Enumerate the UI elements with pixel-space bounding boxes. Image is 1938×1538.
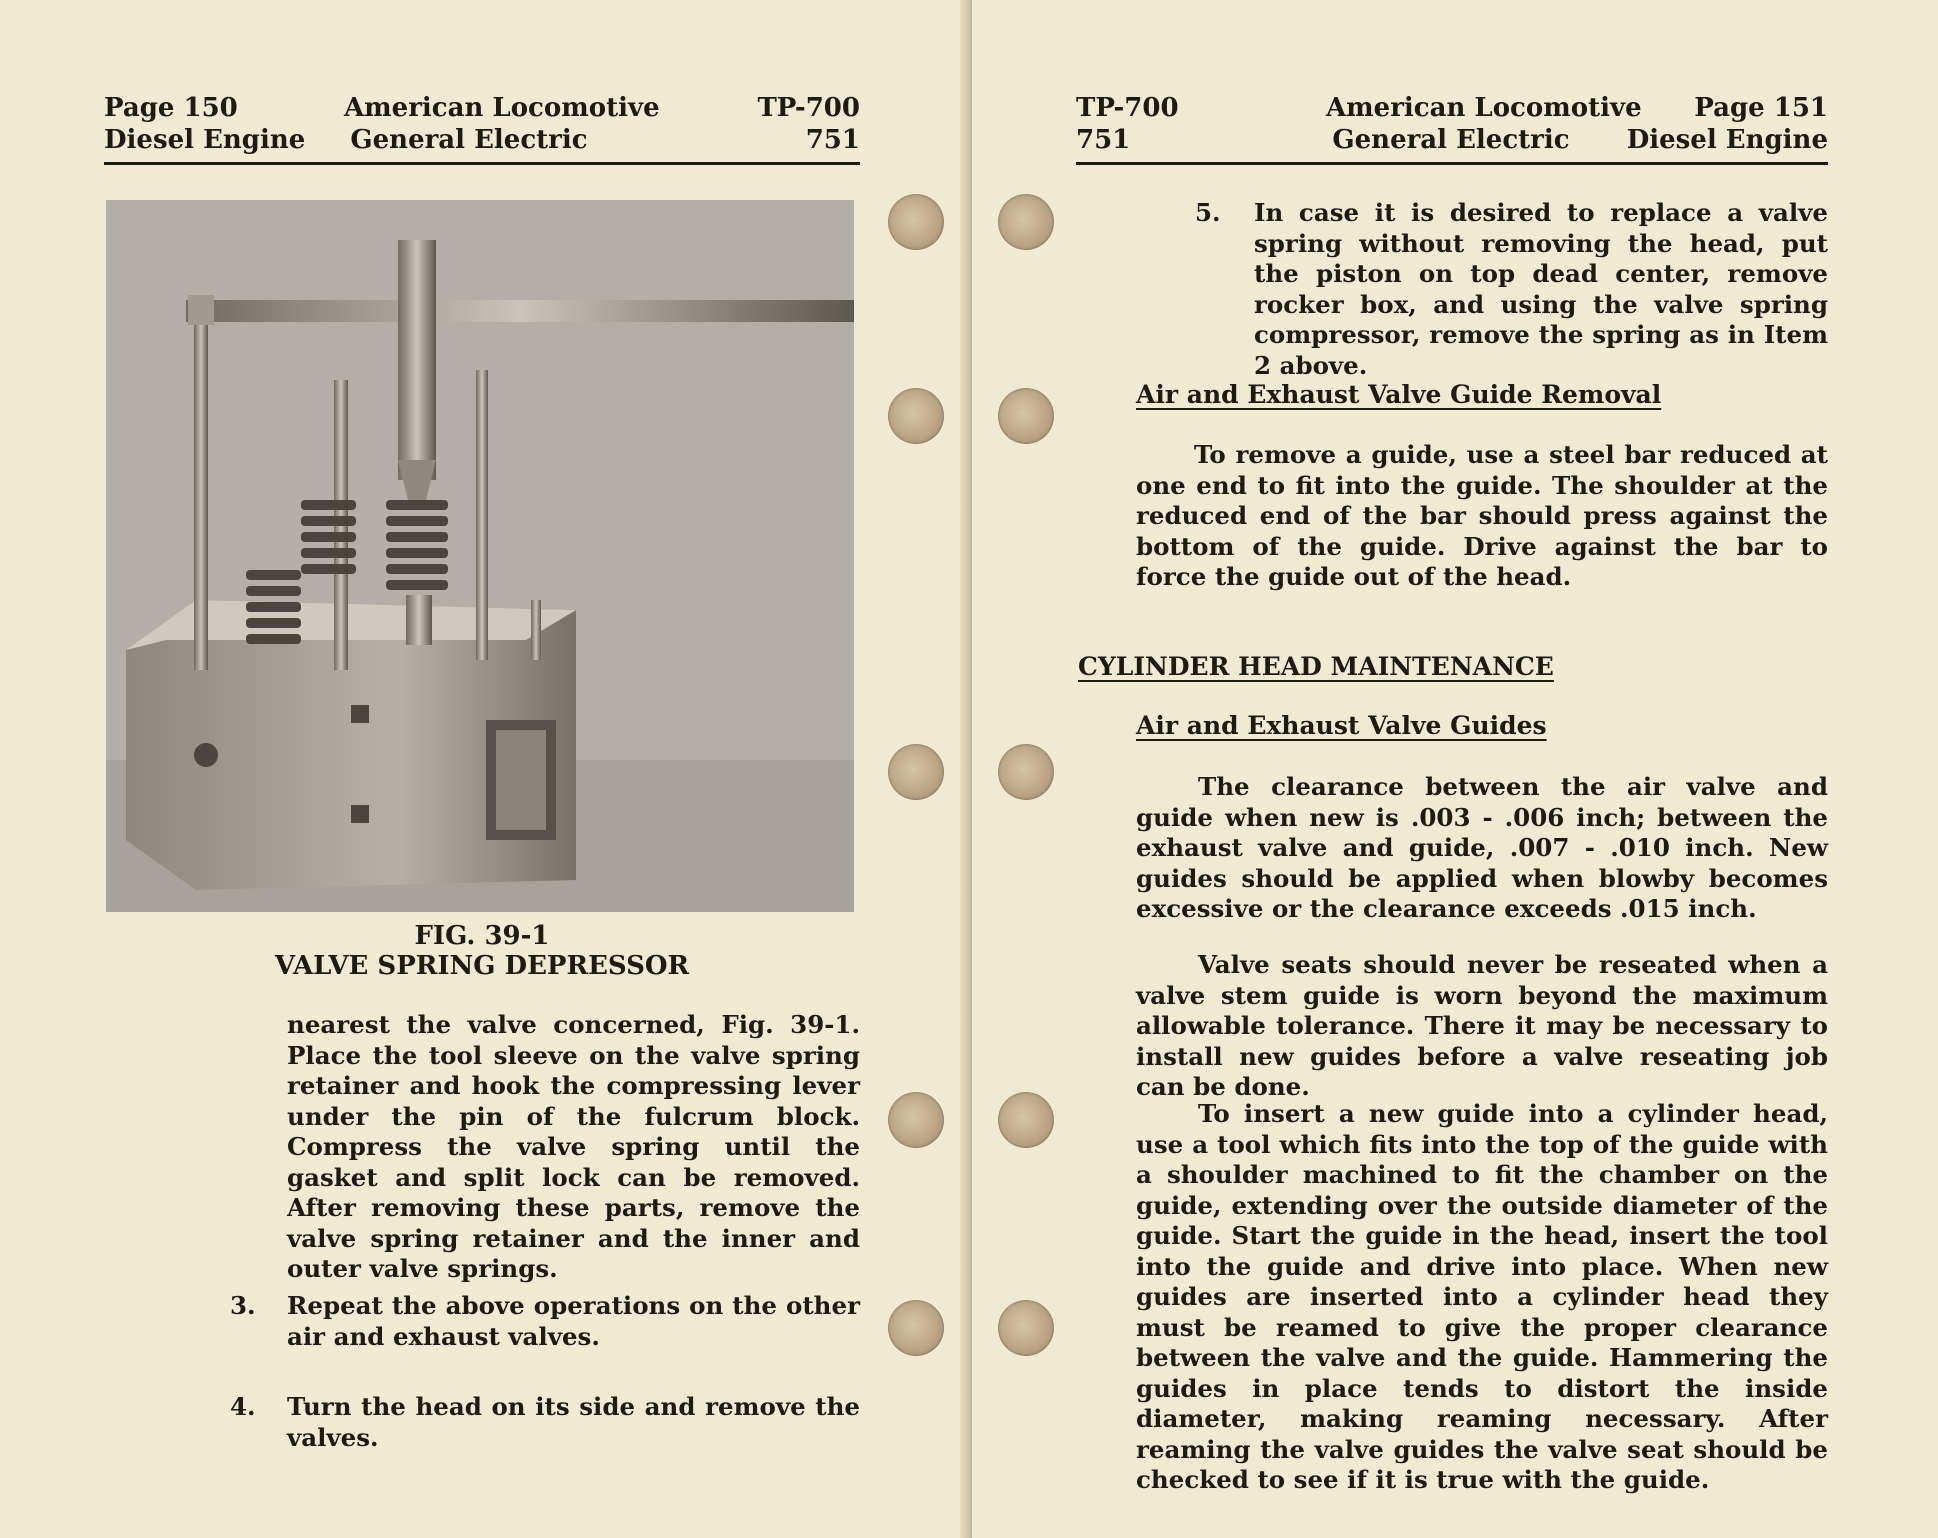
clearance-paragraph [1136, 772, 1828, 925]
item-4-number: 4. [230, 1392, 256, 1421]
document-sub-number: 751 [805, 125, 860, 155]
continued-paragraph [287, 1010, 860, 1283]
item-5 [1254, 198, 1828, 381]
subject-label: Diesel Engine [104, 125, 306, 155]
insert-guide-paragraph [1136, 1099, 1828, 1496]
item-3 [287, 1291, 860, 1352]
binder-hole [888, 1092, 944, 1148]
subject-label: Diesel Engine [1626, 125, 1828, 155]
insert-guide-text: To insert a new guide into a cylinder head, use a tool which fits into the top of the guide with a shoulder machined to fit the chamber on the guide, extending over the outside diameter of the guide. Start the guide in the head, insert the tool into the guide and drive into place. When new guides are inserted into a cylinder head they must be reamed to give the proper clearance between the valve and the guide. Hammering the guides in place tends to distort the inside diameter, making reaming necessary. After reaming the valve guides the valve seat should be checked to see if it is true with the guide. [1136, 1099, 1828, 1494]
valve-spring-depressor-photo [106, 200, 854, 912]
guide-removal-paragraph [1136, 440, 1828, 593]
document-sub-number: 751 [1076, 125, 1131, 155]
document-number: TP-700 [757, 93, 860, 123]
company-line-2: General Electric [1332, 125, 1570, 155]
item-4 [287, 1392, 860, 1453]
item-4-text: Turn the head on its side and remove the valves. [287, 1392, 860, 1452]
section-heading-guide-removal: Air and Exhaust Valve Guide Removal [1136, 380, 1662, 409]
figure-title: VALVE SPRING DEPRESSOR [274, 951, 690, 981]
item-3-number: 3. [230, 1291, 256, 1320]
left-page-header [104, 92, 860, 165]
item-3-text: Repeat the above operations on the other air and exhaust valves. [287, 1291, 860, 1351]
figure-number: FIG. 39-1 [414, 921, 550, 951]
company-line-2: General Electric [350, 125, 588, 155]
company-line-1: American Locomotive [344, 93, 660, 123]
right-page-header [1076, 92, 1828, 165]
binder-hole [888, 388, 944, 444]
item-5-number: 5. [1195, 198, 1221, 227]
guide-removal-text: To remove a guide, use a steel bar reduced at one end to fit into the guide. The shoulder at the reduced end of the bar should press against the bottom of the guide. Drive against the bar to force the guide out of the head. [1136, 440, 1828, 591]
binder-hole [888, 194, 944, 250]
binder-hole [998, 1300, 1054, 1356]
document-number: TP-700 [1076, 93, 1179, 123]
clearance-text: The clearance between the air valve and guide when new is .003 - .006 inch; between the exhaust valve and guide, .007 - .010 inch. New guides should be applied when blowby becomes excessive or the clearance exceeds .015 inch. [1136, 772, 1828, 923]
binder-hole [998, 388, 1054, 444]
binder-hole [998, 744, 1054, 800]
subheading-valve-guides: Air and Exhaust Valve Guides [1136, 711, 1547, 740]
binder-hole [888, 1300, 944, 1356]
continued-paragraph-text: nearest the valve concerned, Fig. 39-1. Place the tool sleeve on the valve spring retainer and hook the compressing lever under the pin of the fulcrum block. Compress the valve spring until the gasket and split lock can be removed. After removing these parts, remove the valve spring retainer and the inner and outer valve springs. [287, 1010, 860, 1283]
item-5-text: In case it is desired to replace a valve spring without removing the head, put the piston on top dead center, remove rocker box, and using the valve spring compressor, remove the spring as in Item 2 above. [1254, 198, 1828, 380]
binder-hole [888, 744, 944, 800]
valve-seats-paragraph [1136, 950, 1828, 1103]
page-number: Page 150 [104, 93, 238, 123]
binder-hole [998, 194, 1054, 250]
binder-hole [998, 1092, 1054, 1148]
company-line-1: American Locomotive [1326, 93, 1642, 123]
section-heading-cylinder-head-maintenance: CYLINDER HEAD MAINTENANCE [1078, 652, 1554, 681]
valve-seats-text: Valve seats should never be reseated when a valve stem guide is worn beyond the maximum allowable tolerance. There it may be necessary to install new guides before a valve reseating job can be done. [1136, 950, 1828, 1101]
page-number: Page 151 [1694, 93, 1828, 123]
